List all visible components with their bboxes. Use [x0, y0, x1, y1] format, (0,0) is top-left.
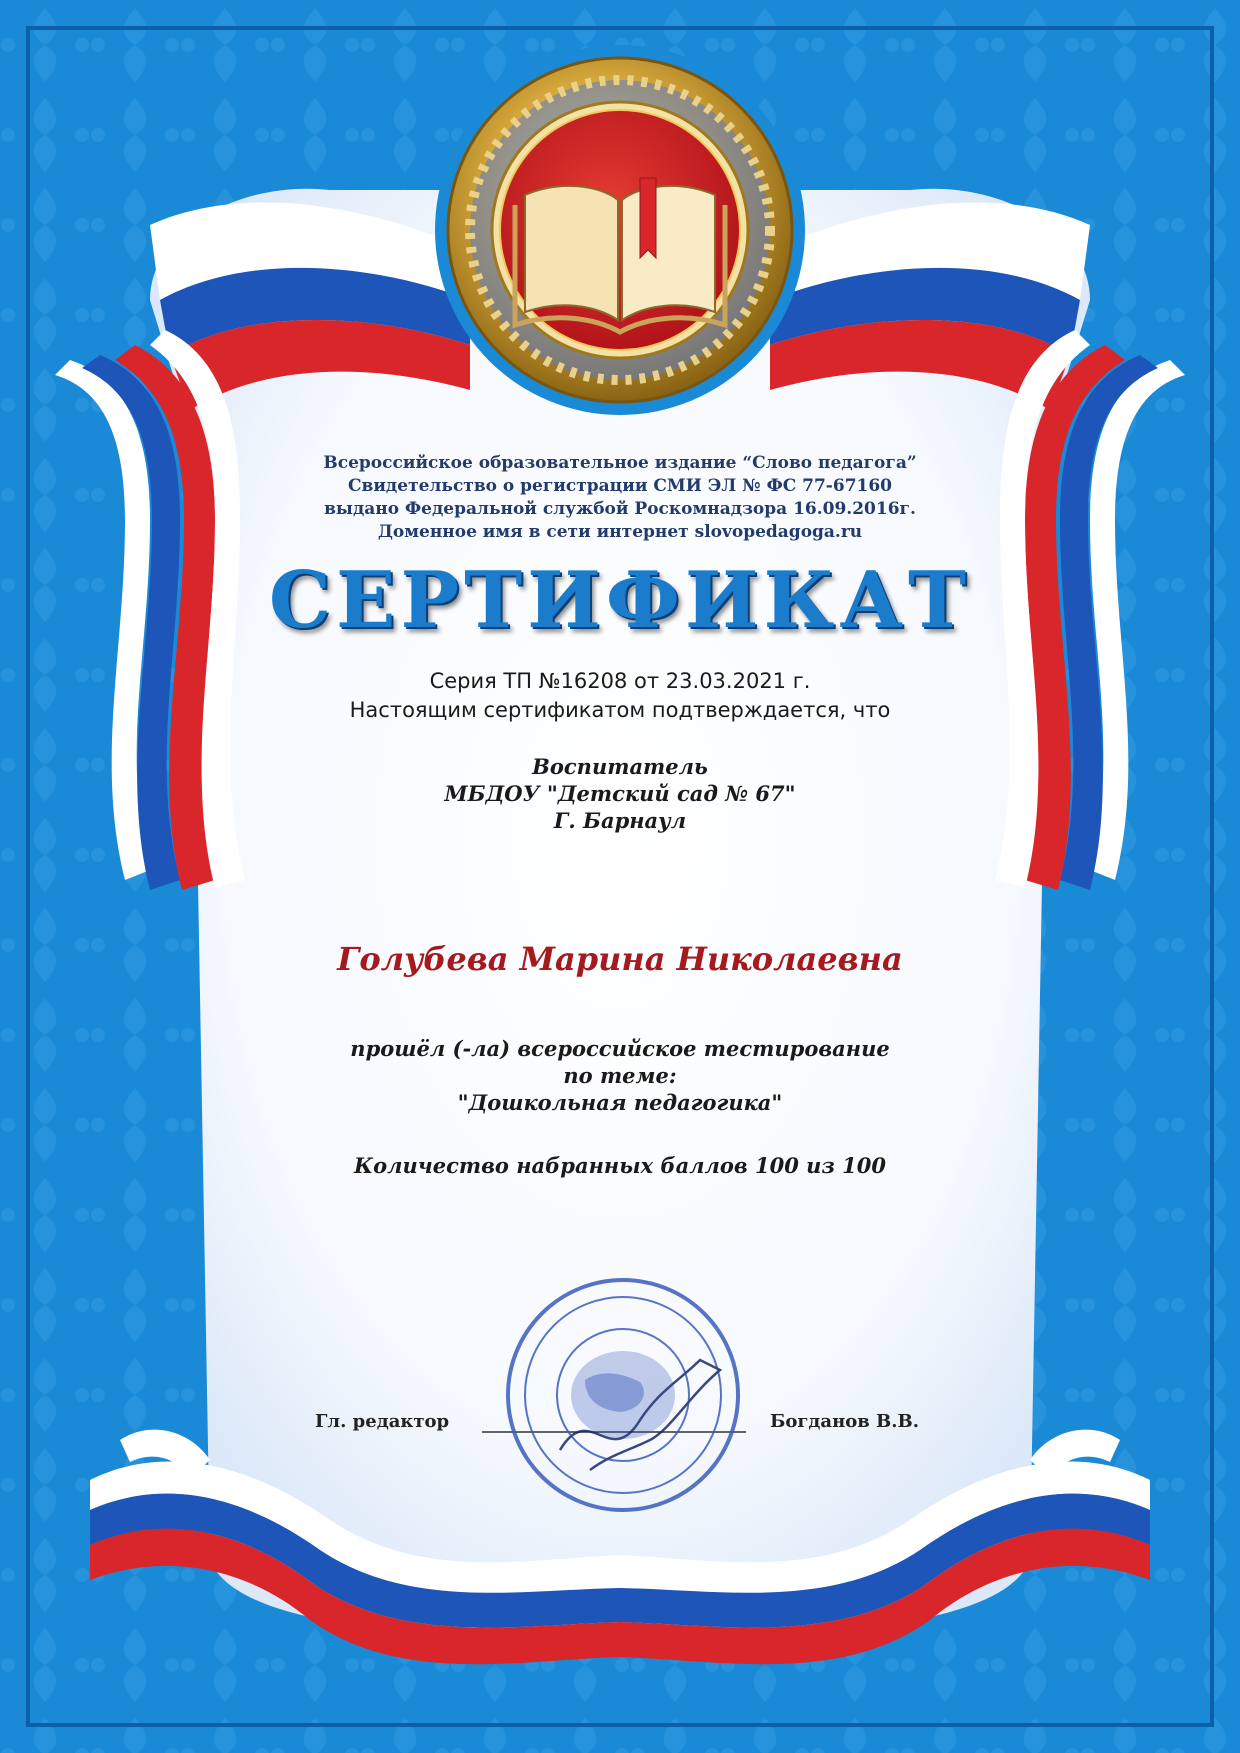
achievement-block: [0, 1035, 1240, 1116]
position-line-3: Г. Барнаул: [553, 808, 687, 833]
confirm-line: Настоящим сертификатом подтверждается, что: [349, 698, 891, 722]
signature-name: Богданов В.В.: [770, 1411, 919, 1432]
publisher-info: [0, 452, 1240, 544]
certificate-meta: [0, 667, 1240, 725]
position-line-2: МБДОУ "Детский сад № 67": [444, 781, 796, 806]
score-line: Количество набранных баллов 100 из 100: [353, 1153, 886, 1178]
series-line: Серия ТП №16208 от 23.03.2021 г.: [429, 669, 811, 693]
achievement-line-1: прошёл (-ла) всероссийское тестирование: [350, 1036, 890, 1061]
publisher-line-1: Всероссийское образовательное издание “Слово педагога”: [323, 453, 917, 473]
emblem-medallion: [435, 45, 805, 415]
achievement-line-3: "Дошкольная педагогика": [457, 1090, 783, 1115]
publisher-line-2: Свидетельство о регистрации СМИ ЭЛ № ФС 77-67160: [347, 476, 893, 496]
signature-role: Гл. редактор: [315, 1411, 450, 1432]
position-line-1: Воспитатель: [532, 754, 708, 779]
recipient-name: Голубева Марина Николаевна: [337, 940, 903, 978]
publisher-line-4: Доменное имя в сети интернет slovopedagoga.ru: [377, 522, 863, 542]
achievement-line-2: по теме:: [563, 1063, 677, 1088]
certificate-title: СЕРТИФИКАТ: [268, 555, 972, 646]
position-block: [0, 753, 1240, 834]
publisher-line-3: выдано Федеральной службой Роскомнадзора 16.09.2016г.: [324, 499, 916, 519]
